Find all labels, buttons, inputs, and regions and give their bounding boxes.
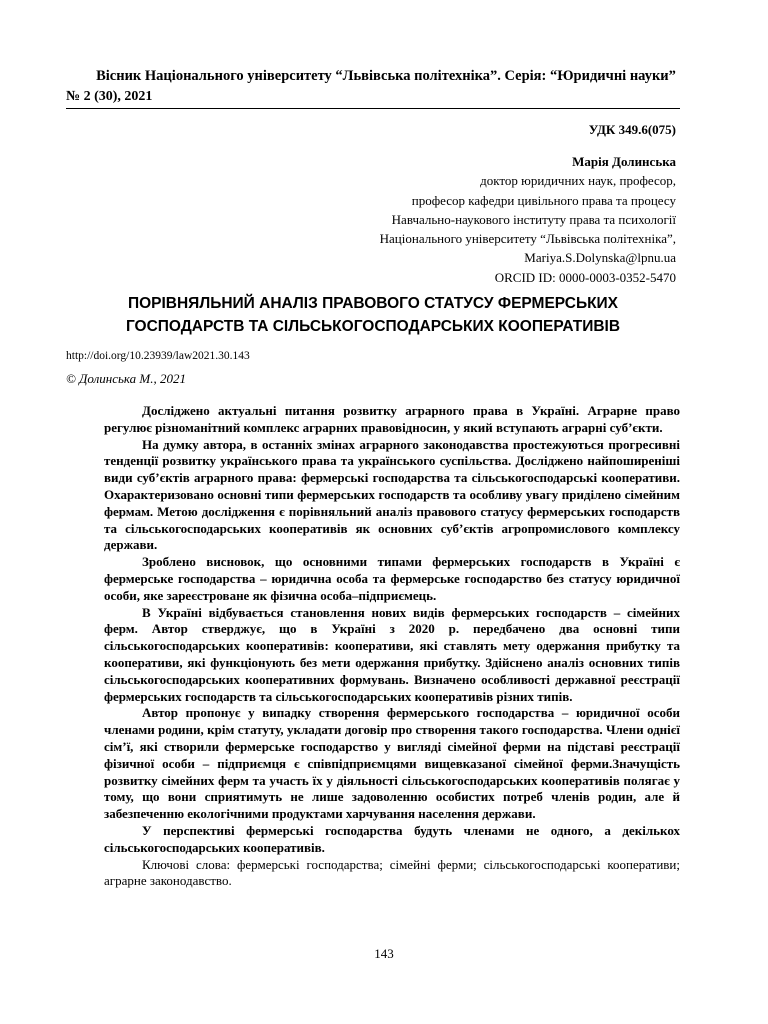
- author-university: Національного університету “Львівська політехніка”,: [379, 231, 676, 247]
- author-degree: доктор юридичних наук, професор,: [480, 173, 676, 189]
- issue-header-rule: [66, 88, 680, 109]
- author-name: Марія Долинська: [572, 154, 676, 169]
- page-number: 143: [374, 946, 394, 961]
- author-orcid: ORCID ID: 0000-0003-0352-5470: [494, 269, 676, 285]
- author-block: [256, 152, 676, 287]
- doi-link[interactable]: http://doi.org/10.23939/law2021.30.143: [66, 350, 250, 362]
- paper-title: [66, 292, 680, 338]
- abstract-paragraph-2: На думку автора, в останніх змінах аграрного законодавства простежуються прогресивні тенденції розвитку українського права та українського суспільства. Досліджено найпоширеніші види суб’єктів аграрного права: фермерські господарства та сільськогосподарські кооперативи. Охарактеризовано основні типи фермерських господарств та особливу увагу приділено сімейним фермам. Метою дослідження є порівняльний аналіз правового статусу фермерських господарств та сільськогосподарських кооперативів як основних суб’єктів агропромислового комплексу держави.: [104, 436, 680, 553]
- abstract: [104, 403, 680, 890]
- author-email: Mariya.S.Dolynska@lpnu.ua: [524, 250, 676, 266]
- paper-title-line-1: ПОРІВНЯЛЬНИЙ АНАЛІЗ ПРАВОВОГО СТАТУСУ ФЕРМЕРСЬКИХ: [127, 295, 619, 312]
- paper-title-line-2: ГОСПОДАРСТВ ТА СІЛЬСЬКОГОСПОДАРСЬКИХ КООПЕРАТИВІВ: [125, 318, 621, 335]
- keywords: Ключові слова: фермерські господарства; сімейні ферми; сільськогосподарські кооперативи; аграрне законодавство.: [104, 856, 680, 889]
- abstract-paragraph-1: Досліджено актуальні питання розвитку аграрного права в Україні. Аграрне право регулює різноманітний комплекс аграрних правовідносин, у який вступають аграрні суб’єкти.: [104, 403, 680, 435]
- udk-code: УДК 349.6(075): [588, 122, 676, 137]
- author-position: професор кафедри цивільного права та процесу: [411, 192, 676, 208]
- abstract-paragraph-6: У перспективі фермерські господарства будуть членами не одного, а декількох сільськогосподарських кооперативів.: [104, 822, 680, 855]
- journal-title: Вісник Національного університету “Львівська політехніка”. Серія: “Юридичні науки”: [96, 68, 676, 84]
- abstract-paragraph-4: В Україні відбувається становлення нових видів фермерських господарств – сімейних ферм. Автор стверджує, що в Україні з 2020 р. передбачено два основні типи сільськогосподарських кооперативів: кооперативи, які ставлять мету одержання прибутку та кооперативи, які функціонують без мети одержання прибутку. Здійснено аналіз основних типів сільськогосподарських кооперативних формувань. Визначено особливості державної реєстрації фермерських господарств та сільськогосподарських кооперативів різних типів.: [104, 604, 680, 704]
- author-institute: Навчально-наукового інституту права та психології: [391, 211, 676, 227]
- abstract-paragraph-3: Зроблено висновок, що основними типами фермерських господарств в Україні є фермерське господарства – юридична особа та фермерське господарство без статусу юридичної особи, яке зареєстроване як фізична особа–підприємець.: [104, 554, 680, 603]
- abstract-paragraph-5: Автор пропонує у випадку створення фермерського господарства – юридичної особи членами родини, крім статуту, укладати договір про створення такого господарства. Члени однієї сім’ї, які створили фермерське господарство у вигляді сімейної ферми на підставі реєстрації фізичної особи – підприємця є співпідприємцями вищевказаної сімейної ферми.Значущість розвитку сімейних ферм та участь їх у діяльності сільськогосподарських кооперативів полягає у тому, що вони сприятимуть не лише задоволенню особистих потреб членів родин, але й забезпеченню екологічними продуктами харчування населення держави.: [104, 705, 680, 822]
- issue-number: № 2 (30), 2021: [66, 89, 153, 104]
- copyright-line: © Долинська М., 2021: [66, 371, 186, 386]
